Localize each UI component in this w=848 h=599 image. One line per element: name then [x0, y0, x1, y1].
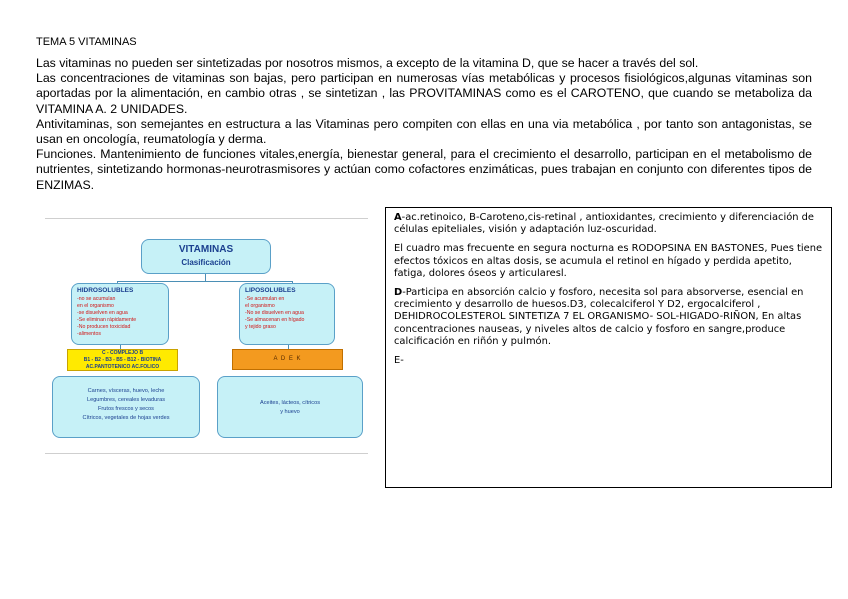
liposoluble-item: -No se disuelven en agua — [245, 310, 304, 316]
diagram-title: VITAMINAS — [178, 244, 234, 255]
hydrosoluble-item: -alimentos — [77, 331, 101, 337]
b-complex-box — [67, 349, 178, 371]
vitamin-d-paragraph — [394, 287, 823, 348]
vitamin-a-paragraph — [394, 212, 823, 236]
top-box — [141, 239, 271, 274]
hydrosoluble-foods-box — [52, 376, 200, 438]
vitamin-a-letter: A — [394, 212, 402, 223]
diagram-subtitle: Clasificación — [181, 258, 231, 267]
hydrosoluble-title: HIDROSOLUBLES — [77, 287, 134, 294]
vitamin-d-letter: D — [394, 287, 403, 299]
vitamin-e-paragraph: E- — [394, 355, 404, 367]
hydrosoluble-item: -se disuelven en agua — [77, 310, 128, 316]
page-title: TEMA 5 VITAMINAS — [36, 36, 137, 48]
connector — [117, 281, 293, 282]
hydrosoluble-item: en el organismo — [77, 303, 114, 309]
paragraph: Las vitaminas no pueden ser sintetizadas por nosotros mismos, a excepto de la vitamina D, que se hacer a través del sol. — [36, 56, 699, 70]
vitamins-detail-box — [385, 207, 832, 488]
food-item: Carnes, vísceras, huevo, leche — [87, 388, 165, 394]
b-complex-line: B1 - B2 - B3 - B5 - B12 - BIOTINA — [83, 357, 162, 363]
vitamin-a-paragraph-2: El cuadro mas frecuente en segura nocturna es RODOPSINA EN BASTONES, Pues tiene efectos tóxicos en altas dosis, se acumula el retinol en hígado y perdida apetito, fatiga, dolores óseos y articularesl. — [394, 243, 823, 279]
food-item: Cítricos, vegetales de hojas verdes — [82, 415, 170, 421]
b-complex-line: C - COMPLEJO B — [101, 350, 144, 356]
vitamin-a-text: -ac.retinoico, B-Caroteno,cis-retinal , antioxidantes, crecimiento y diferenciación de células epiteliales, visión y adaptación luz-oscuridad. — [394, 212, 814, 236]
hydrosoluble-item: -No producen toxicidad — [77, 324, 131, 330]
hydrosoluble-item: -Se eliminan rápidamente — [77, 317, 137, 323]
food-item: y huevo — [280, 409, 300, 415]
food-item: Aceites, lácteos, cítricos — [260, 400, 320, 406]
adek-label: A D E K — [273, 356, 302, 362]
hydrosoluble-item: -no se acumulan — [77, 296, 116, 302]
liposoluble-item: el organismo — [245, 303, 275, 309]
adek-box — [232, 349, 343, 370]
divider — [45, 218, 368, 219]
vitamins-classification-diagram — [45, 215, 368, 455]
food-item: Frutos frescos y secos — [98, 406, 154, 412]
liposoluble-title: LIPOSOLUBLES — [245, 287, 296, 294]
vitamin-d-text: -Participa en absorción calcio y fosforo, necesita sol para absorverse, esencial en crecimiento y desarrollo de huesos.D3, colecalciferol Y D2, ergocalciferol , DEHIDROCOLESTEROL SINTETIZA 7 EL ORGANISMO- SOL-HIGADO-RIÑON, En altas concentraciones nauseas, y niveles altos de calcio y fosforo en sangre,produce calcificación en riñón y pulmón. — [394, 287, 804, 347]
food-item: Legumbres, cereales levaduras — [86, 397, 166, 403]
liposoluble-item: -Se almacenan en hígado — [245, 317, 305, 323]
liposoluble-item: -Se acumulan en — [245, 296, 285, 302]
b-complex-line: AC.PANTOTENICO AC.FOLICO — [85, 364, 160, 370]
paragraph: Antivitaminas, son semejantes en estructura a las Vitaminas pero compiten con ellas en una via metabólica , por tanto son antagonistas, se usan en oncología, reumatología y derma. — [36, 116, 812, 147]
hydrosoluble-box — [71, 283, 169, 345]
liposoluble-item: y tejido graso — [245, 324, 276, 330]
paragraph: Funciones. Mantenimiento de funciones vitales,energía, bienestar general, para el crecimiento el desarrollo, participan en el metabolismo de nutrientes, sintetizando hormonas-neurotrasmisores y actúan como cofactores enzimáticas, pues trabajan en conjunto con diferentes tipos de ENZIMAS. — [36, 147, 812, 192]
liposoluble-box — [239, 283, 335, 345]
paragraph: Las concentraciones de vitaminas son bajas, pero participan en numerosas vías metabólicas y procesos fisiológicos,algunas vitaminas son aportadas por la alimentación, en cambio otras , se sintetizan , las PROVITAMINAS como es el CAROTENO, que cuando se metaboliza da VITAMINA A. 2 UNIDADES. — [36, 71, 812, 116]
liposoluble-foods-box — [217, 376, 363, 438]
body-text — [36, 56, 812, 193]
divider — [45, 453, 368, 454]
